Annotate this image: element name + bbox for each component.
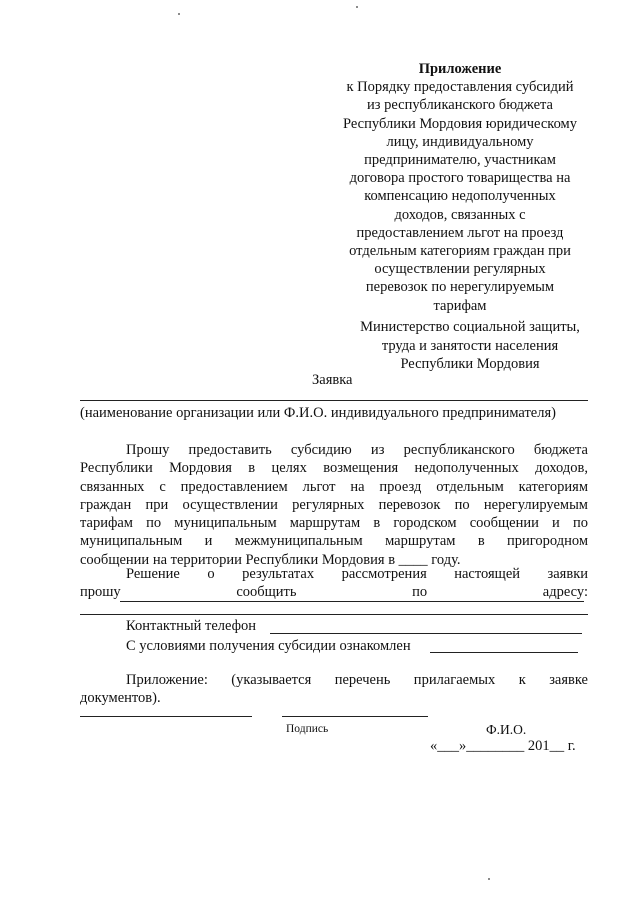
phone-label: Контактный телефон xyxy=(126,618,257,634)
scan-speck xyxy=(178,13,180,15)
date-line: «___»________ 201__ г. xyxy=(430,738,576,754)
scan-speck xyxy=(356,6,358,8)
attachment-line: документов). xyxy=(80,690,161,707)
request-line: Прошу предоставить субсидию из республиканского бюджета xyxy=(126,442,588,458)
appendix-title: Приложение xyxy=(418,61,502,77)
appendix-line: к Порядку предоставления субсидий xyxy=(346,79,574,96)
addressee-line: Министерство социальной защиты, xyxy=(360,319,580,335)
request-line: связанных с предоставлением льгот на проезд отдельным категориям xyxy=(80,478,588,495)
appendix-line: из республиканского бюджета xyxy=(367,97,553,114)
appendix-line: предоставлением льгот на проезд xyxy=(356,224,564,241)
appendix-line: Республики Мордовия юридическому xyxy=(343,115,577,132)
appendix-line: перевозок по нерегулируемым xyxy=(365,279,555,296)
fio-caption: Ф.И.О. xyxy=(486,722,527,737)
signature-caption: Подпись xyxy=(286,723,329,735)
decision-paragraph xyxy=(80,565,588,602)
decision-line: прошу сообщить по адресу: xyxy=(80,584,588,601)
request-line: тарифам по муниципальным маршрутам в городском сообщении и по xyxy=(80,515,588,532)
address-field[interactable] xyxy=(80,614,588,615)
addressee-block xyxy=(320,318,620,374)
phone-field[interactable] xyxy=(270,633,582,634)
addressee-line: труда и занятости населения xyxy=(381,337,559,354)
appendix-header xyxy=(300,60,620,315)
appendix-line: отдельным категориям граждан при xyxy=(349,243,571,260)
signature-field[interactable] xyxy=(80,716,252,717)
attachment-line: Приложение: (указывается перечень прилагаемых к заявке xyxy=(126,672,588,688)
addressee-line: Республики Мордовия xyxy=(400,356,540,372)
request-line: Республики Мордовия в целях возмещения недополученных доходов, xyxy=(80,460,588,477)
attachment-paragraph xyxy=(80,671,588,708)
address-field-inline[interactable] xyxy=(120,601,584,602)
appendix-line: доходов, связанных с xyxy=(394,206,526,223)
appendix-line: компенсацию недополученных xyxy=(364,188,556,205)
request-paragraph xyxy=(80,441,588,569)
conditions-label: С условиями получения субсидии ознакомлен xyxy=(126,638,411,654)
appendix-line: осуществлении регулярных xyxy=(374,261,546,278)
organization-caption: (наименование организации или Ф.И.О. индивидуального предпринимателя) xyxy=(80,405,556,421)
request-line: муниципальным и межмуниципальным маршрутам в пригородном xyxy=(80,533,588,550)
appendix-line: тарифам xyxy=(433,297,487,314)
conditions-field[interactable] xyxy=(430,652,578,653)
appendix-line: договора простого товарищества на xyxy=(349,170,571,187)
request-line: граждан при осуществлении регулярных перевозок по нерегулируемым xyxy=(80,496,588,513)
appendix-line: лицу, индивидуальному xyxy=(386,133,534,150)
scan-speck xyxy=(488,878,490,880)
decision-line: Решение о результатах рассмотрения настоящей заявки xyxy=(126,566,588,582)
organization-name-field[interactable] xyxy=(80,400,588,401)
appendix-line: предпринимателю, участникам xyxy=(364,152,556,169)
application-title: Заявка xyxy=(312,372,353,388)
request-line: сообщении на территории Республики Мордовия в ____ году. xyxy=(80,551,461,568)
fio-field[interactable] xyxy=(282,716,428,717)
